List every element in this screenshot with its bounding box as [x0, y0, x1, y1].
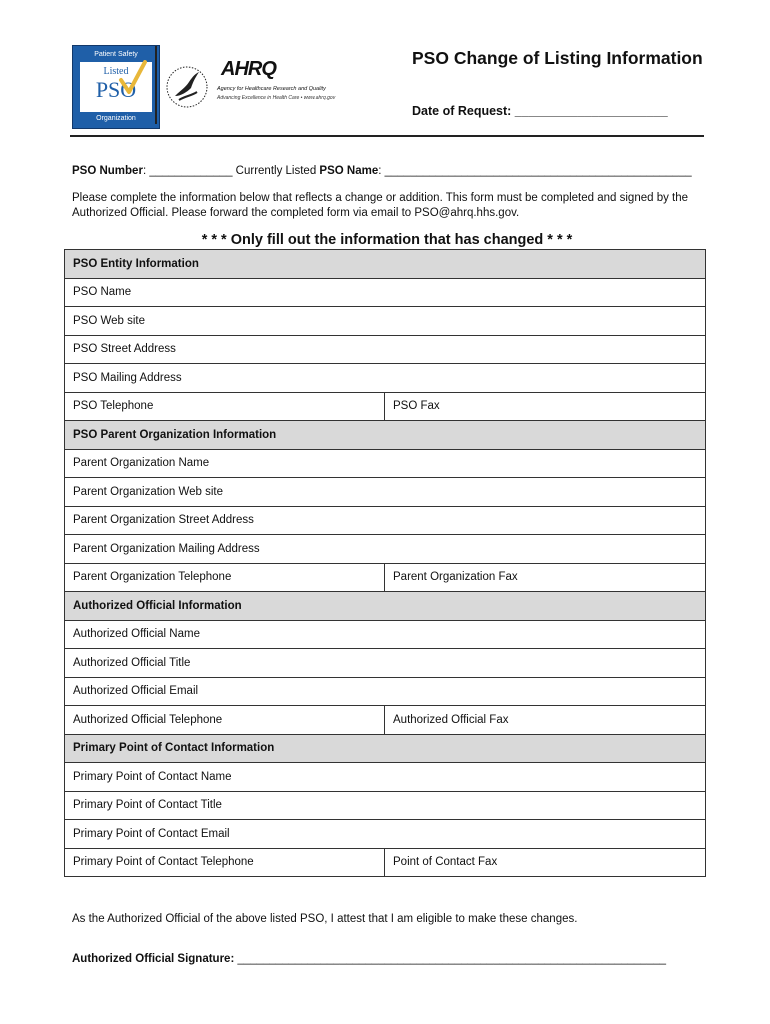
logo-top-text: Patient Safety: [94, 51, 138, 58]
pso-number-label: PSO Number: [72, 165, 143, 177]
parent-org-mailing-address-field[interactable]: Parent Organization Mailing Address: [65, 535, 706, 564]
signature-label: Authorized Official Signature:: [72, 953, 235, 965]
ahrq-tagline: Advancing Excellence in Health Care • www.ahrq.gov: [217, 95, 336, 101]
parent-org-fax-field[interactable]: Parent Organization Fax: [385, 563, 706, 592]
official-telephone-field[interactable]: Authorized Official Telephone: [65, 706, 385, 735]
contact-title-field[interactable]: Primary Point of Contact Title: [65, 791, 706, 820]
official-fax-field[interactable]: Authorized Official Fax: [385, 706, 706, 735]
pso-name-field[interactable]: : ________________________________________________: [378, 165, 692, 177]
document-title: PSO Change of Listing Information: [412, 48, 703, 68]
pso-number-field[interactable]: : _____________: [142, 165, 233, 177]
parent-org-street-address-field[interactable]: Parent Organization Street Address: [65, 506, 706, 535]
pso-name-field-row[interactable]: PSO Name: [65, 278, 706, 307]
contact-name-field[interactable]: Primary Point of Contact Name: [65, 763, 706, 792]
change-form-table: [64, 249, 706, 877]
contact-email-field[interactable]: Primary Point of Contact Email: [65, 820, 706, 849]
contact-telephone-field[interactable]: Primary Point of Contact Telephone: [65, 848, 385, 877]
section-header-primary-contact: Primary Point of Contact Information: [65, 734, 706, 763]
official-title-field[interactable]: Authorized Official Title: [65, 649, 706, 678]
contact-fax-field[interactable]: Point of Contact Fax: [385, 848, 706, 877]
section-header-pso-entity: PSO Entity Information: [65, 250, 706, 279]
ahrq-wordmark: AHRQ: [221, 58, 276, 80]
pso-website-field[interactable]: PSO Web site: [65, 307, 706, 336]
header-rule: [70, 135, 704, 137]
section-header-authorized-official: Authorized Official Information: [65, 592, 706, 621]
attestation-text: As the Authorized Official of the above listed PSO, I attest that I am eligible to make these changes.: [72, 913, 578, 925]
document-header: [70, 44, 704, 136]
logo-pso-text: PSO: [95, 77, 137, 102]
currently-listed-text: Currently Listed: [232, 165, 320, 177]
logo-divider: [155, 46, 157, 124]
official-name-field[interactable]: Authorized Official Name: [65, 620, 706, 649]
pso-street-address-field[interactable]: PSO Street Address: [65, 335, 706, 364]
checkmark-icon: [117, 60, 147, 100]
pso-fax-field[interactable]: PSO Fax: [385, 392, 706, 421]
date-of-request-field[interactable]: Date of Request: ______________________: [412, 104, 668, 118]
pso-telephone-field[interactable]: PSO Telephone: [65, 392, 385, 421]
official-email-field[interactable]: Authorized Official Email: [65, 677, 706, 706]
parent-org-telephone-field[interactable]: Parent Organization Telephone: [65, 563, 385, 592]
pso-mailing-address-field[interactable]: PSO Mailing Address: [65, 364, 706, 393]
listed-pso-logo: [72, 45, 160, 129]
pso-name-label: PSO Name: [319, 165, 379, 177]
logo-listed-text: Listed: [103, 66, 129, 77]
instructions-text: Please complete the information below that reflects a change or addition. This form must be completed and signed by the Authorized Official. Please forward the completed form via email to PSO@ahrq.hhs.gov.: [72, 192, 689, 219]
ahrq-agency-name: Agency for Healthcare Research and Quality: [217, 86, 326, 92]
logo-bottom-text: Organization: [96, 115, 136, 122]
ahrq-logo: [215, 58, 355, 108]
section-header-parent-org: PSO Parent Organization Information: [65, 421, 706, 450]
hhs-seal-icon: [165, 60, 209, 114]
signature-line: [72, 953, 666, 965]
pso-number-line: [72, 165, 692, 177]
parent-org-name-field[interactable]: Parent Organization Name: [65, 449, 706, 478]
parent-org-website-field[interactable]: Parent Organization Web site: [65, 478, 706, 507]
change-notice: * * * Only fill out the information that has changed * * *: [201, 232, 573, 248]
signature-field[interactable]: ___________________________________________________________________: [234, 953, 667, 965]
